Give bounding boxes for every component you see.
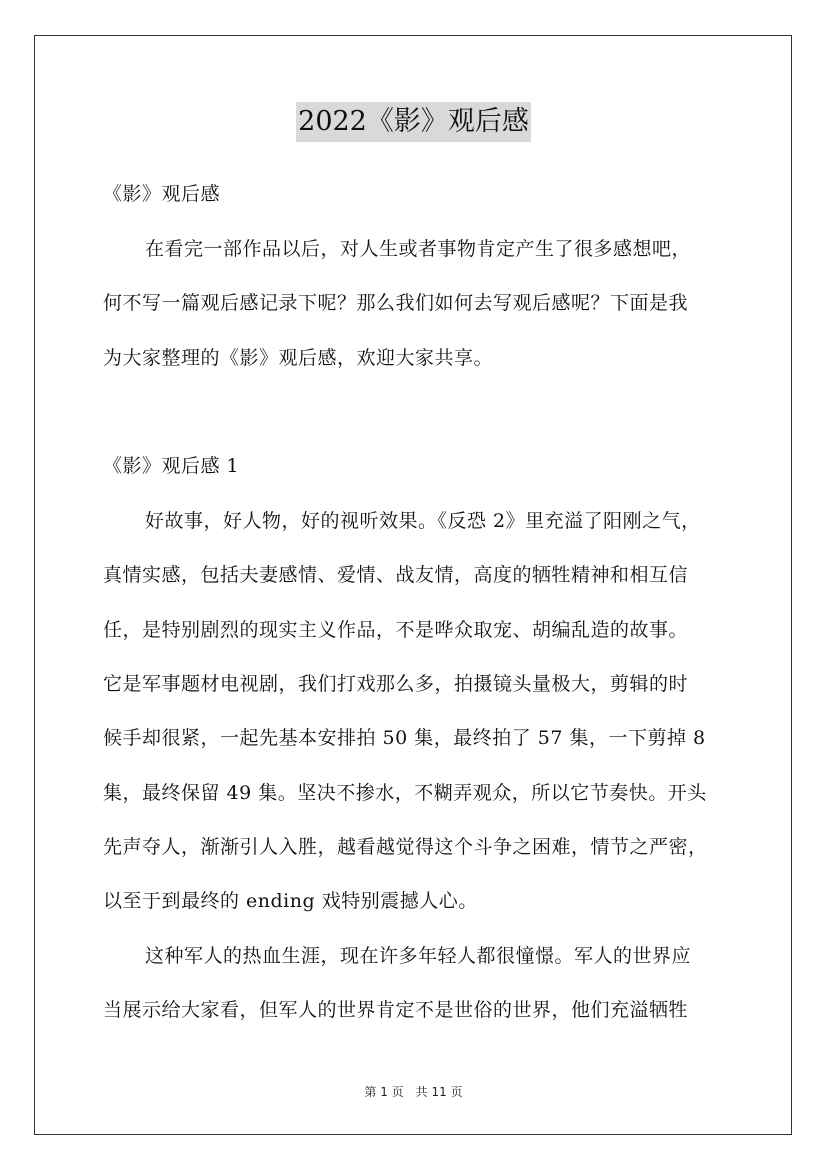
- intro-line-1: 在看完一部作品以后，对人生或者事物肯定产生了很多感想吧，: [145, 238, 692, 260]
- document-subtitle: 《影》观后感: [103, 183, 221, 205]
- intro-line-3: 为大家整理的《影》观后感，欢迎大家共享。: [103, 347, 494, 369]
- paragraph1-line-5: 候手却很紧，一起先基本安排拍 50 集，最终拍了 57 集，一下剪掉 8: [103, 727, 706, 749]
- paragraph1-line-3: 任，是特别剧烈的现实主义作品，不是哗众取宠、胡编乱造的故事。: [103, 619, 689, 641]
- document-title: 2022《影》观后感: [296, 102, 531, 142]
- paragraph1-line-8: 以至于到最终的 ending 戏特别震撼人心。: [103, 890, 478, 912]
- intro-line-2: 何不写一篇观后感记录下呢？那么我们如何去写观后感呢？下面是我: [103, 292, 689, 314]
- paragraph1-line-4: 它是军事题材电视剧，我们打戏那么多，拍摄镜头量极大，剪辑的时: [103, 673, 689, 695]
- paragraph1-line-2: 真情实感，包括夫妻感情、爱情、战友情，高度的牺牲精神和相互信: [103, 564, 689, 586]
- paragraph2-line-1: 这种军人的热血生涯，现在许多年轻人都很憧憬。军人的世界应: [145, 945, 692, 967]
- page-number-footer: 第 1 页 共 11 页: [364, 1085, 463, 1099]
- title-container: [0, 102, 827, 142]
- paragraph1-line-1: 好故事，好人物，好的视听效果。《反恐 2》里充溢了阳刚之气，: [145, 510, 701, 532]
- paragraph1-line-6: 集，最终保留 49 集。坚决不掺水，不糊弄观众，所以它节奏快。开头: [103, 782, 707, 804]
- paragraph2-line-2: 当展示给大家看，但军人的世界肯定不是世俗的世界，他们充溢牺牲: [103, 999, 689, 1021]
- paragraph1-line-7: 先声夺人，渐渐引人入胜，越看越觉得这个斗争之困难，情节之严密，: [103, 836, 708, 858]
- section-heading: 《影》观后感 1: [103, 455, 240, 477]
